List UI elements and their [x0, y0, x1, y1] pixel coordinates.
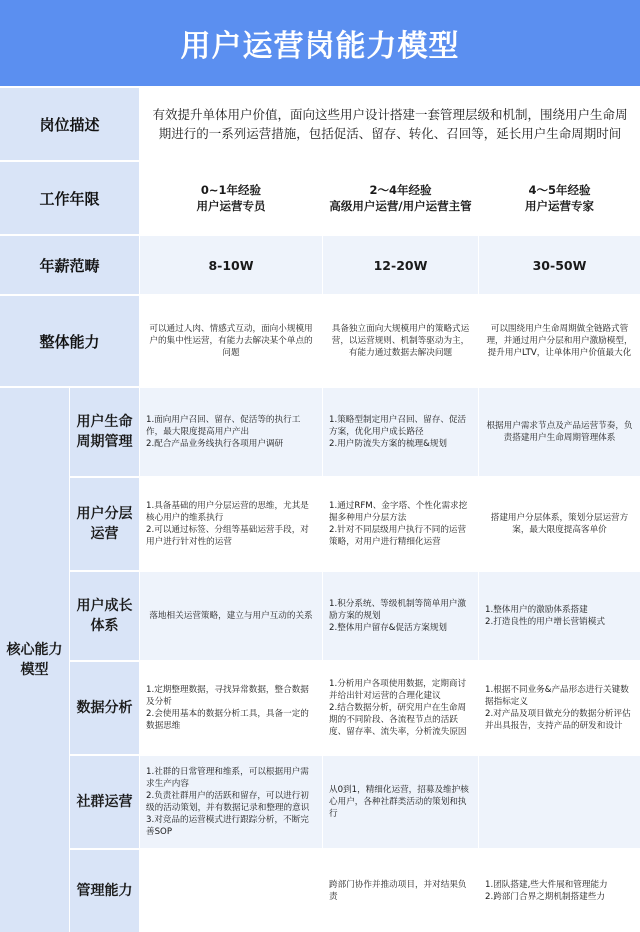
core-cell-level-3 [479, 756, 640, 848]
role-desc-label: 岗位描述 [0, 88, 140, 160]
core-row [70, 572, 640, 660]
overall-row [0, 296, 640, 386]
salary-row [0, 236, 640, 294]
core-cell-level-3: 1.团队搭建,些大件展和管理能力 2.跨部门合界之期机制搭建些力 [479, 850, 640, 932]
core-row [70, 478, 640, 570]
core-cell-level-3: 1.整体用户的激励体系搭建 2.打造良性的用户增长营销模式 [479, 572, 640, 660]
core-cell-level-1 [140, 850, 323, 932]
level-1-years: 0~1年经验 [200, 183, 262, 197]
level-3-overall: 可以围绕用户生命周期做全链路式管理，并通过用户分层和用户激励模型，提升用户LTV，让单体用户价值最大化 [479, 296, 640, 386]
core-cell-level-1: 1.具备基础的用户分层运营的思维，尤其是核心用户的维系执行 2.可以通过标签、分组等基础运营手段，对用户进行针对性的运营 [140, 478, 323, 570]
core-row [70, 662, 640, 754]
core-cell-level-1: 1.面向用户召回、留存、促活等的执行工作，最大限度提高用户产出 2.配合产品业务线执行各项用户调研 [140, 388, 323, 476]
level-2-years: 2～4年经验 [369, 183, 432, 197]
level-2-overall: 具备独立面向大规模用户的策略式运营，以运营规则、机制等驱动为主，有能力通过数据去解决问题 [323, 296, 479, 386]
core-row [70, 756, 640, 848]
level-1-header [140, 162, 323, 234]
years-label: 工作年限 [0, 162, 140, 234]
level-3-header [479, 162, 640, 234]
role-desc-row [0, 88, 640, 160]
level-1-title: 用户运营专员 [196, 199, 266, 213]
core-row [70, 388, 640, 476]
core-cell-level-2: 1.通过RFM、金字塔、个性化需求挖掘多种用户分层方法 2.针对不同层级用户执行不同的运营策略，对用户进行精细化运营 [323, 478, 479, 570]
core-cell-level-3: 搭建用户分层体系，策划分层运营方案，最大限度提高客单价 [479, 478, 640, 570]
overall-label: 整体能力 [0, 296, 140, 386]
level-2-header [323, 162, 479, 234]
core-cell-level-1: 1.定期整理数据，寻找异常数据，整合数据及分析 2.会使用基本的数据分析工具，具备一定的数据思维 [140, 662, 323, 754]
core-row [70, 850, 640, 932]
core-cell-level-2: 1.分析用户各项使用数据，定期商讨并给出针对运营的合理化建议 2.结合数据分析，研究用户在生命周期的不同阶段、各流程节点的活跃度、留存率、流失率，分析流失原因 [323, 662, 479, 754]
level-3-salary: 30-50W [479, 236, 640, 294]
years-row [0, 162, 640, 234]
level-3-title: 用户运营专家 [525, 199, 594, 213]
level-2-title: 高级用户运营/用户运营主管 [329, 199, 472, 213]
core-cell-level-2: 1.积分系统、等级机制等简单用户激励方案的规划 2.整体用户留存&促活方案规划 [323, 572, 479, 660]
core-cell-level-1: 落地相关运营策略，建立与用户互动的关系 [140, 572, 323, 660]
role-desc-text: 有效提升单体用户价值，面向这些用户设计搭建一套管理层级和机制，围绕用户生命周期进行的一系列运营措施，包括促活、留存、转化、召回等，延长用户生命周期时间 [140, 88, 640, 160]
core-cell-level-2: 从0到1，精细化运营，招募及维护核心用户，各种社群类活动的策划和执行 [323, 756, 479, 848]
core-row-label: 管理能力 [70, 850, 140, 932]
core-row-label: 用户成长 体系 [70, 572, 140, 660]
core-row-label: 用户生命 周期管理 [70, 388, 140, 476]
page-title: 用户运营岗能力模型 [0, 0, 640, 86]
core-row-label: 用户分层 运营 [70, 478, 140, 570]
level-3-years: 4～5年经验 [528, 183, 591, 197]
core-cell-level-2: 跨部门协作并推动项目，并对结果负责 [323, 850, 479, 932]
salary-label: 年薪范畴 [0, 236, 140, 294]
core-cell-level-3: 根据用户需求节点及产品运营节奏，负责搭建用户生命周期管理体系 [479, 388, 640, 476]
core-row-label: 社群运营 [70, 756, 140, 848]
level-1-overall: 可以通过人肉、情感式互动，面向小规模用户的集中性运营，有能力去解决某个单点的问题 [140, 296, 323, 386]
core-cell-level-1: 1.社群的日常管理和维系，可以根据用户需求生产内容 2.负责社群用户的活跃和留存，可以进行初级的活动策划，并有数据记录和整理的意识 3.对竞品的运营模式进行跟踪分析，不断完善SOP [140, 756, 323, 848]
core-row-label: 数据分析 [70, 662, 140, 754]
core-cell-level-3: 1.根据不同业务&产品形态进行关键数据指标定义 2.对产品及项目做充分的数据分析评估并出具报告，支持产品的研发和设计 [479, 662, 640, 754]
core-model-label [0, 388, 70, 932]
core-cell-level-2: 1.策略型制定用户召回、留存、促活方案，优化用户成长路径 2.用户防流失方案的梳理&规划 [323, 388, 479, 476]
level-1-salary: 8-10W [140, 236, 323, 294]
level-2-salary: 12-20W [323, 236, 479, 294]
core-model-text: 核心能力 模型 [6, 642, 63, 678]
